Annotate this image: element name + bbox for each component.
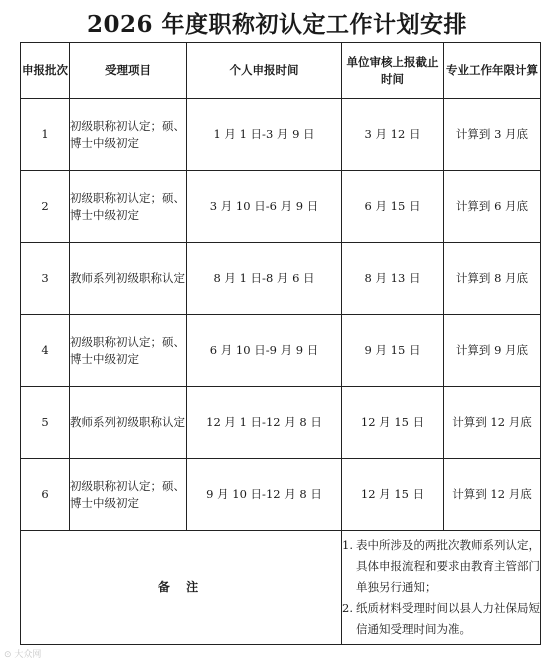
- cell-batch: 6: [21, 459, 70, 531]
- cell-personal-time: 8 月 1 日-8 月 6 日: [187, 243, 342, 315]
- cell-unit-deadline: 12 月 15 日: [342, 387, 444, 459]
- note-number: 2.: [342, 601, 353, 615]
- note-text: 表中所涉及的两批次教师系列认定，具体申报流程和要求由教育主管部门单独另行通知；: [356, 538, 540, 594]
- cell-unit-deadline: 9 月 15 日: [342, 315, 444, 387]
- header-batch: 申报批次: [21, 43, 70, 99]
- table-row: [21, 171, 541, 243]
- table-row: [21, 459, 541, 531]
- note-item: [342, 598, 540, 640]
- cell-item: 初级职称初认定；硕、博士中级初定: [70, 171, 187, 243]
- header-years-calc: 专业工作年限计算: [444, 43, 541, 99]
- cell-years-calc: 计算到 3 月底: [444, 99, 541, 171]
- cell-personal-time: 6 月 10 日-9 月 9 日: [187, 315, 342, 387]
- cell-personal-time: 12 月 1 日-12 月 8 日: [187, 387, 342, 459]
- table-row: [21, 387, 541, 459]
- notes-label: 备 注: [21, 531, 342, 645]
- notes-row: [21, 531, 541, 645]
- cell-unit-deadline: 8 月 13 日: [342, 243, 444, 315]
- notes-content: [342, 531, 541, 645]
- cell-item: 教师系列初级职称认定: [70, 387, 187, 459]
- cell-batch: 3: [21, 243, 70, 315]
- cell-batch: 4: [21, 315, 70, 387]
- cell-years-calc: 计算到 9 月底: [444, 315, 541, 387]
- cell-item: 教师系列初级职称认定: [70, 243, 187, 315]
- note-item: [342, 535, 540, 598]
- cell-personal-time: 3 月 10 日-6 月 9 日: [187, 171, 342, 243]
- note-number: 1.: [342, 538, 353, 552]
- table-row: [21, 315, 541, 387]
- cell-item: 初级职称初认定；硕、博士中级初定: [70, 315, 187, 387]
- cell-unit-deadline: 12 月 15 日: [342, 459, 444, 531]
- schedule-table: [20, 42, 541, 645]
- cell-unit-deadline: 3 月 12 日: [342, 99, 444, 171]
- cell-years-calc: 计算到 8 月底: [444, 243, 541, 315]
- cell-unit-deadline: 6 月 15 日: [342, 171, 444, 243]
- table-header-row: [21, 43, 541, 99]
- table-row: [21, 99, 541, 171]
- cell-personal-time: 9 月 10 日-12 月 8 日: [187, 459, 342, 531]
- cell-years-calc: 计算到 12 月底: [444, 387, 541, 459]
- table-row: [21, 243, 541, 315]
- cell-batch: 1: [21, 99, 70, 171]
- cell-batch: 2: [21, 171, 70, 243]
- cell-years-calc: 计算到 6 月底: [444, 171, 541, 243]
- note-text: 纸质材料受理时间以县人力社保局短信通知受理时间为准。: [356, 601, 540, 636]
- cell-item: 初级职称初认定；硕、博士中级初定: [70, 459, 187, 531]
- page-title: 2026 年度职称初认定工作计划安排: [86, 11, 468, 38]
- header-personal-time: 个人申报时间: [187, 43, 342, 99]
- cell-years-calc: 计算到 12 月底: [444, 459, 541, 531]
- header-unit-deadline: 单位审核上报截止时间: [342, 43, 444, 99]
- cell-personal-time: 1 月 1 日-3 月 9 日: [187, 99, 342, 171]
- watermark: ⊙ 大众网: [4, 650, 42, 660]
- cell-item: 初级职称初认定；硕、博士中级初定: [70, 99, 187, 171]
- header-item: 受理项目: [70, 43, 187, 99]
- cell-batch: 5: [21, 387, 70, 459]
